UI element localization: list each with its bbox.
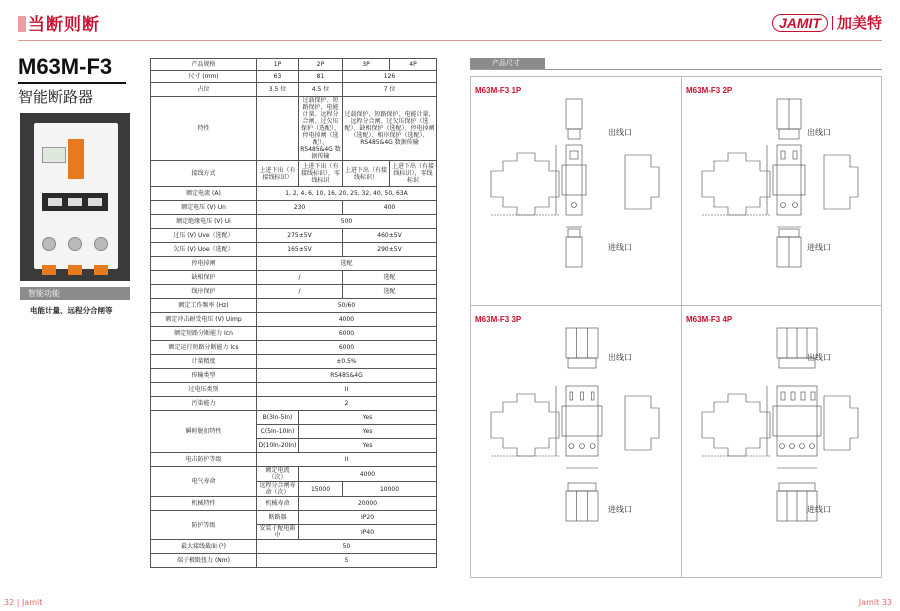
trip-sub: B(3In-5In) <box>257 411 299 425</box>
outlet-label: 出线口 <box>608 128 632 137</box>
spec-cell: 缺相保护 <box>151 271 257 285</box>
spec-cell: 污染能力 <box>151 397 257 411</box>
spec-cell: 3.5 位 <box>257 83 299 97</box>
spec-cell: 额定工作频率 (Hz) <box>151 299 257 313</box>
outlet-label: 出线口 <box>807 353 831 362</box>
spec-row <box>151 327 437 341</box>
brand <box>772 12 882 33</box>
spec-cell: 停电掉闸 <box>151 257 257 271</box>
dimension-panel <box>682 76 882 306</box>
header-divider <box>18 40 882 41</box>
trip-value: Yes <box>299 439 437 453</box>
spec-cell: 1, 2, 4, 6, 10, 16, 20, 25, 32, 40, 50, 63A <box>257 187 437 201</box>
orange-label-icon <box>68 139 84 179</box>
spec-cell: 上进下出（有接线标识） <box>257 161 299 187</box>
protection-value: IP20 <box>299 511 437 525</box>
spec-cell: 230 <box>257 201 343 215</box>
spec-row <box>151 511 437 525</box>
model-title: M63M-F3 <box>18 54 113 79</box>
lcd-display-icon <box>42 147 66 163</box>
panel-title: M63M-F3 3P <box>475 315 522 324</box>
spec-row <box>151 83 437 97</box>
spec-cell: 特性 <box>151 97 257 161</box>
spec-cell: 20000 <box>299 497 437 511</box>
spec-row <box>151 187 437 201</box>
spec-cell: 500 <box>257 215 437 229</box>
spec-cell: 额定电流 (A) <box>151 187 257 201</box>
spec-row <box>151 257 437 271</box>
spec-cell: 4P <box>390 59 437 71</box>
spec-row <box>151 285 437 299</box>
spec-row <box>151 369 437 383</box>
title-underline <box>18 82 126 84</box>
spec-cell: / <box>257 285 343 299</box>
spec-cell: RS485&4G <box>257 369 437 383</box>
protection-sub: 断路器 <box>257 511 299 525</box>
spec-cell: 额定运行短路分断能力 Ics <box>151 341 257 355</box>
spec-cell: 选配 <box>257 257 437 271</box>
spec-row <box>151 271 437 285</box>
spec-cell <box>257 97 299 161</box>
life-sub: 额定电流（次） <box>257 467 299 482</box>
spec-cell: 2P <box>299 59 343 71</box>
terminal-cap-icon <box>42 265 56 275</box>
trip-value: Yes <box>299 425 437 439</box>
product-photo <box>20 113 130 281</box>
spec-row <box>151 97 437 161</box>
brand-separator <box>832 16 833 30</box>
spec-cell: 过压 (V) Uve（选配） <box>151 229 257 243</box>
spec-cell: 上进下出（有接线标识） <box>343 161 390 187</box>
spec-cell: 选配 <box>343 285 437 299</box>
spec-row <box>151 453 437 467</box>
terminal-cap-icon <box>94 265 108 275</box>
spec-row <box>151 397 437 411</box>
protection-value: IP40 <box>299 525 437 540</box>
spec-cell: 5 <box>257 554 437 568</box>
product-subtitle: 智能断路器 <box>18 88 94 106</box>
spec-row <box>151 467 437 482</box>
spec-cell: 275±5V <box>257 229 343 243</box>
spec-row <box>151 313 437 327</box>
spec-table <box>150 58 437 568</box>
brand-name: 加美特 <box>836 14 882 32</box>
spec-cell: 460±5V <box>343 229 437 243</box>
spec-row <box>151 497 437 511</box>
spec-cell: 接线方式 <box>151 161 257 187</box>
life-sub: 远程分合闸寿命（次） <box>257 482 299 497</box>
spec-cell: 传输类型 <box>151 369 257 383</box>
spec-cell: 端子极限扭力 (Nm) <box>151 554 257 568</box>
spec-row <box>151 59 437 71</box>
trip-sub: C(5In-10In) <box>257 425 299 439</box>
brand-logo: JAMIT <box>772 14 828 32</box>
dimension-drawing <box>682 306 882 578</box>
dimension-drawing <box>471 77 683 307</box>
life-value: 4000 <box>299 467 437 482</box>
protection-label: 防护等级 <box>151 511 257 540</box>
spec-row <box>151 383 437 397</box>
breaker-image <box>34 123 118 269</box>
spec-cell: 上进下出（有接线标识），零线标识 <box>390 161 437 187</box>
panel-title: M63M-F3 1P <box>475 86 522 95</box>
spec-cell: 额定短路分断能力 Icn <box>151 327 257 341</box>
spec-row <box>151 229 437 243</box>
slogan-text: 当断则断 <box>28 15 100 35</box>
spec-row <box>151 355 437 369</box>
spec-cell: 机械寿命 <box>257 497 299 511</box>
terminal-screws-icon <box>40 237 112 253</box>
slogan <box>18 10 100 35</box>
dimension-drawing <box>682 77 882 307</box>
spec-cell: 额定冲击耐受电压 (V) Uimp <box>151 313 257 327</box>
spec-cell: 占位 <box>151 83 257 97</box>
spec-cell: 欠压 (V) Uoe（选配） <box>151 243 257 257</box>
spec-cell: / <box>257 271 343 285</box>
page-number-right: Jamit 33 <box>858 598 892 607</box>
spec-cell: 过载保护、短路保护、电能计量、远程分合闸、过欠压保护（选配）、缺相保护（选配）、停电掉闸（选配）、相序保护（选配）、RS485&4G 数据传输 <box>343 97 437 161</box>
spec-cell: 电击防护等级 <box>151 453 257 467</box>
spec-row <box>151 411 437 425</box>
spec-cell: 机械特性 <box>151 497 257 511</box>
slogan-mark-icon <box>18 16 26 32</box>
spec-row <box>151 341 437 355</box>
spec-row <box>151 554 437 568</box>
page-number-left: 32 | Jamit <box>4 598 43 607</box>
panel-title: M63M-F3 4P <box>686 315 733 324</box>
terminal-cap-icon <box>68 265 82 275</box>
toggle-switch-icon <box>42 193 108 211</box>
outlet-label: 出线口 <box>807 128 831 137</box>
spec-cell: 4000 <box>257 313 437 327</box>
spec-cell: 50/60 <box>257 299 437 313</box>
spec-cell: 4.5 位 <box>299 83 343 97</box>
feature-text: 电能计量、远程分合闸等 <box>30 306 113 315</box>
dimension-drawing <box>471 306 683 578</box>
spec-cell: 50 <box>257 540 437 554</box>
dimension-panel <box>470 76 682 306</box>
spec-row <box>151 161 437 187</box>
inlet-label: 进线口 <box>608 505 632 514</box>
spec-cell: 过载保护、短路保护、电能计量、远程分合闸、过欠压保护（选配）、停电掉闸（选配）、RS485&4G 数据传输 <box>300 97 341 160</box>
spec-cell: 计量精度 <box>151 355 257 369</box>
spec-row <box>151 299 437 313</box>
spec-cell: 81 <box>299 71 343 83</box>
spec-cell: 过电压类别 <box>151 383 257 397</box>
right-page <box>450 0 900 611</box>
trip-value: Yes <box>299 411 437 425</box>
spec-cell: 额定绝缘电压 (V) Ui <box>151 215 257 229</box>
inlet-label: 进线口 <box>807 505 831 514</box>
spec-cell: 290±5V <box>343 243 437 257</box>
panel-title: M63M-F3 2P <box>686 86 733 95</box>
spec-row <box>151 243 437 257</box>
dimensions-tag: 产品尺寸 <box>470 58 545 69</box>
feature-tag: 智能功能 <box>20 287 130 300</box>
spec-cell: II <box>257 453 437 467</box>
spec-cell: 最大接线截面 (²) <box>151 540 257 554</box>
dimension-panel <box>470 306 682 578</box>
spec-cell: II <box>257 383 437 397</box>
outlet-label: 出线口 <box>608 353 632 362</box>
protection-sub: 安装于配电箱中 <box>257 525 299 540</box>
spec-cell: 产品规格 <box>151 59 257 71</box>
spec-cell: 400 <box>343 201 437 215</box>
spec-cell: 7 位 <box>343 83 437 97</box>
spec-row <box>151 201 437 215</box>
spec-row <box>151 540 437 554</box>
spec-cell: 63 <box>257 71 299 83</box>
spec-cell: 6000 <box>257 341 437 355</box>
spec-cell: 线序保护 <box>151 285 257 299</box>
trip-label: 瞬时脱扣特性 <box>151 411 257 453</box>
life-label: 电气寿命 <box>151 467 257 497</box>
spec-cell: 选配 <box>343 271 437 285</box>
spec-cell: 6000 <box>257 327 437 341</box>
spec-row <box>151 71 437 83</box>
inlet-label: 进线口 <box>807 243 831 252</box>
spec-cell: ±0.5% <box>257 355 437 369</box>
dimension-panel <box>682 306 882 578</box>
spec-cell: 尺寸 (mm) <box>151 71 257 83</box>
inlet-label: 进线口 <box>608 243 632 252</box>
life-value: 15000 <box>299 482 343 497</box>
trip-sub: D(10In-20In) <box>257 439 299 453</box>
dimensions-divider <box>470 69 882 70</box>
spec-cell: 额定电压 (V) Un <box>151 201 257 215</box>
spec-cell: 1P <box>257 59 299 71</box>
spec-cell: 126 <box>343 71 437 83</box>
spec-cell: 2 <box>257 397 437 411</box>
spec-cell: 3P <box>343 59 390 71</box>
spec-row <box>151 215 437 229</box>
spec-cell: 上进下出（有接线标识），零线标识 <box>299 161 343 187</box>
spec-cell: 165±5V <box>257 243 343 257</box>
life-value: 10000 <box>343 482 437 497</box>
